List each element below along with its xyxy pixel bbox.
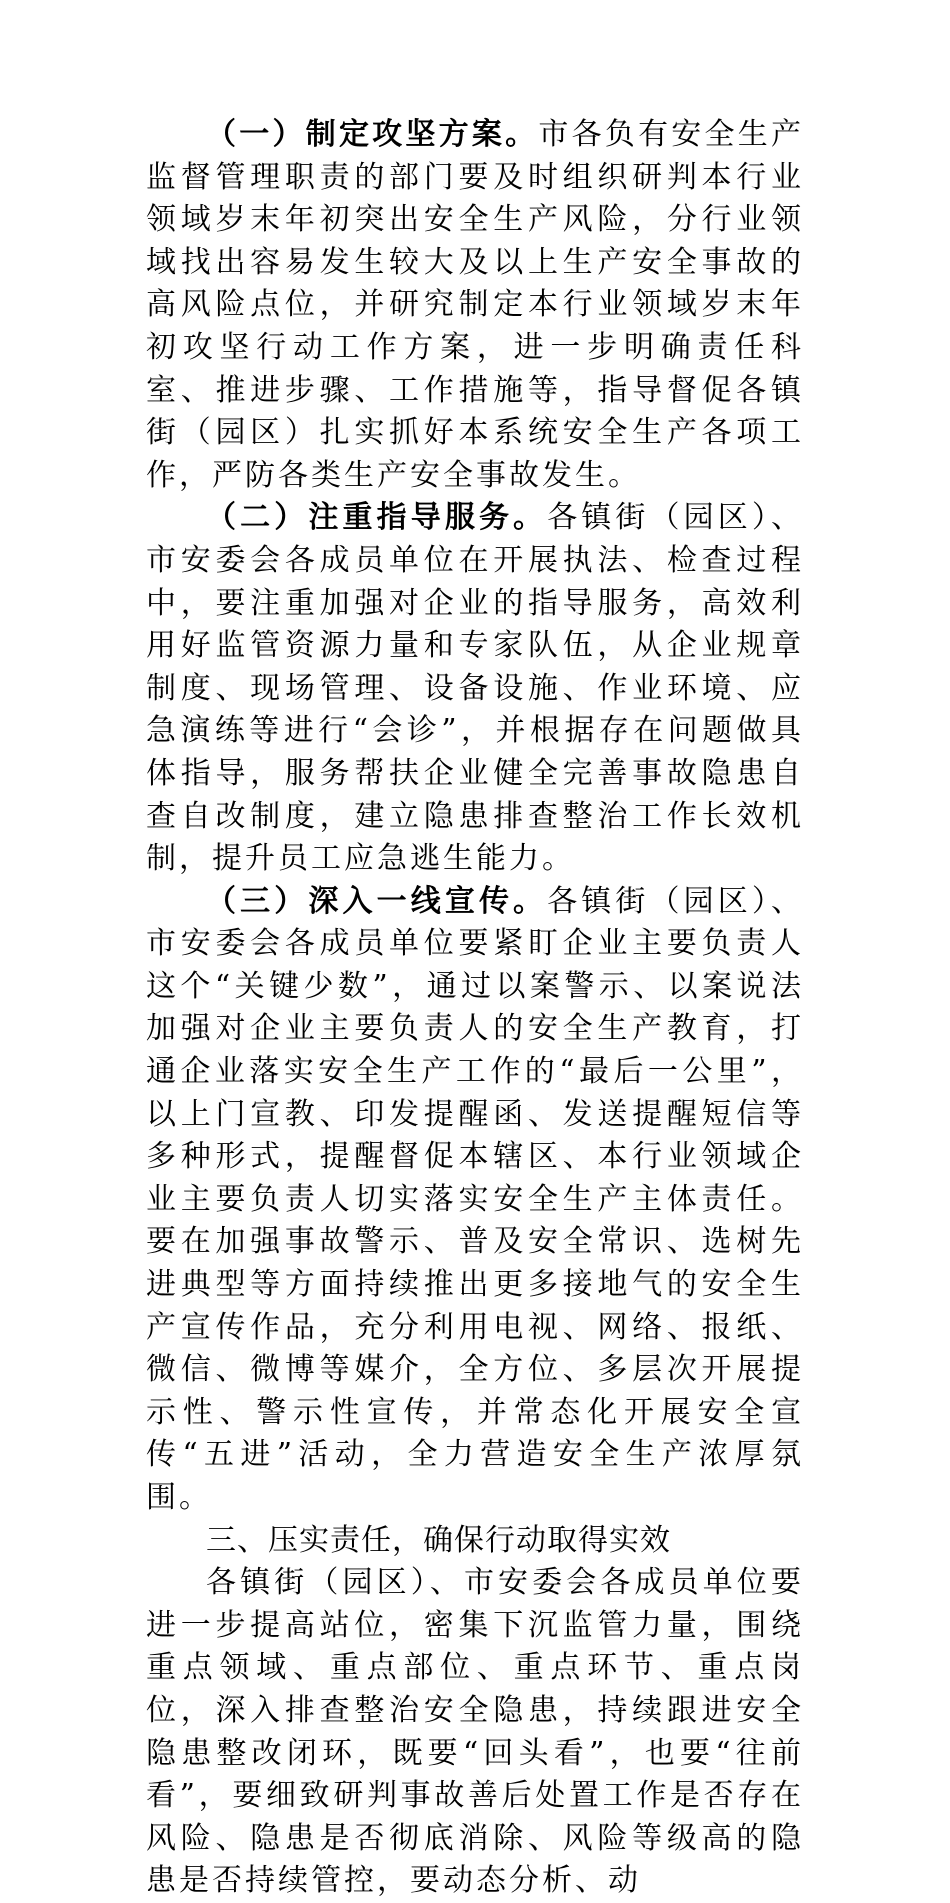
paragraph-frontline-publicity — [146, 881, 804, 1520]
paragraph-formulate-plan — [146, 114, 804, 497]
paragraph-responsibility: 各镇街（园区）、市安委会各成员单位要进一步提高站位，密集下沉监管力量，围绕重点领域、重点部位、重点环节、重点岗位，深入排查整治安全隐患，持续跟进安全隐患整改闭环，既要“回头看”，也要“往前看”，要细致研判事故善后处置工作是否存在风险、隐患是否彻底消除、风险等级高的隐患是否持续管控，要动态分析、动 — [146, 1565, 804, 1899]
paragraph-lead: （二）注重指导服务。 — [206, 500, 548, 536]
paragraph-body: 各镇街（园区）、市安委会各成员单位要紧盯企业主要负责人这个“关键少数”，通过以案警示、以案说法加强对企业主要负责人的安全生产教育，打通企业落实安全生产工作的“最后一公里”，以上门宣教、印发提醒函、发送提醒短信等多种形式，提醒督促本辖区、本行业领域企业主要负责人切实落实安全生产主体责任。要在加强事故警示、普及安全常识、选树先进典型等方面持续推出更多接地气的安全生产宣传作品，充分利用电视、网络、报纸、微信、微博等媒介，全方位、多层次开展提示性、警示性宣传，并常态化开展安全宣传“五进”活动，全力营造安全生产浓厚氛围。 — [146, 883, 805, 1515]
paragraph-guidance-service — [146, 497, 804, 880]
paragraph-lead: （一）制定攻坚方案。 — [206, 117, 539, 152]
paragraph-lead: （三）深入一线宣传。 — [206, 883, 548, 919]
paragraph-body: 各镇街（园区）、市安委会各成员单位在开展执法、检查过程中，要注重加强对企业的指导服务，高效利用好监管资源力量和专家队伍，从企业规章制度、现场管理、设备设施、作业环境、应急演练等进行“会诊”，并根据存在问题做具体指导，服务帮扶企业健全完善事故隐患自查自改制度，建立隐患排查整治工作长效机制，提升员工应急逃生能力。 — [146, 500, 805, 877]
section-heading: 三、压实责任，确保行动取得实效 — [206, 1522, 671, 1558]
paragraph-body: 市各负有安全生产监督管理职责的部门要及时组织研判本行业领域岁末年初突出安全生产风险，分行业领域找出容易发生较大及以上生产安全事故的高风险点位，并研究制定本行业领域岁末年初攻坚行动工作方案，进一步明确责任科室、推进步骤、工作措施等，指导督促各镇街（园区）扎实抓好本系统安全生产各项工作，严防各类生产安全事故发生。 — [146, 117, 805, 493]
